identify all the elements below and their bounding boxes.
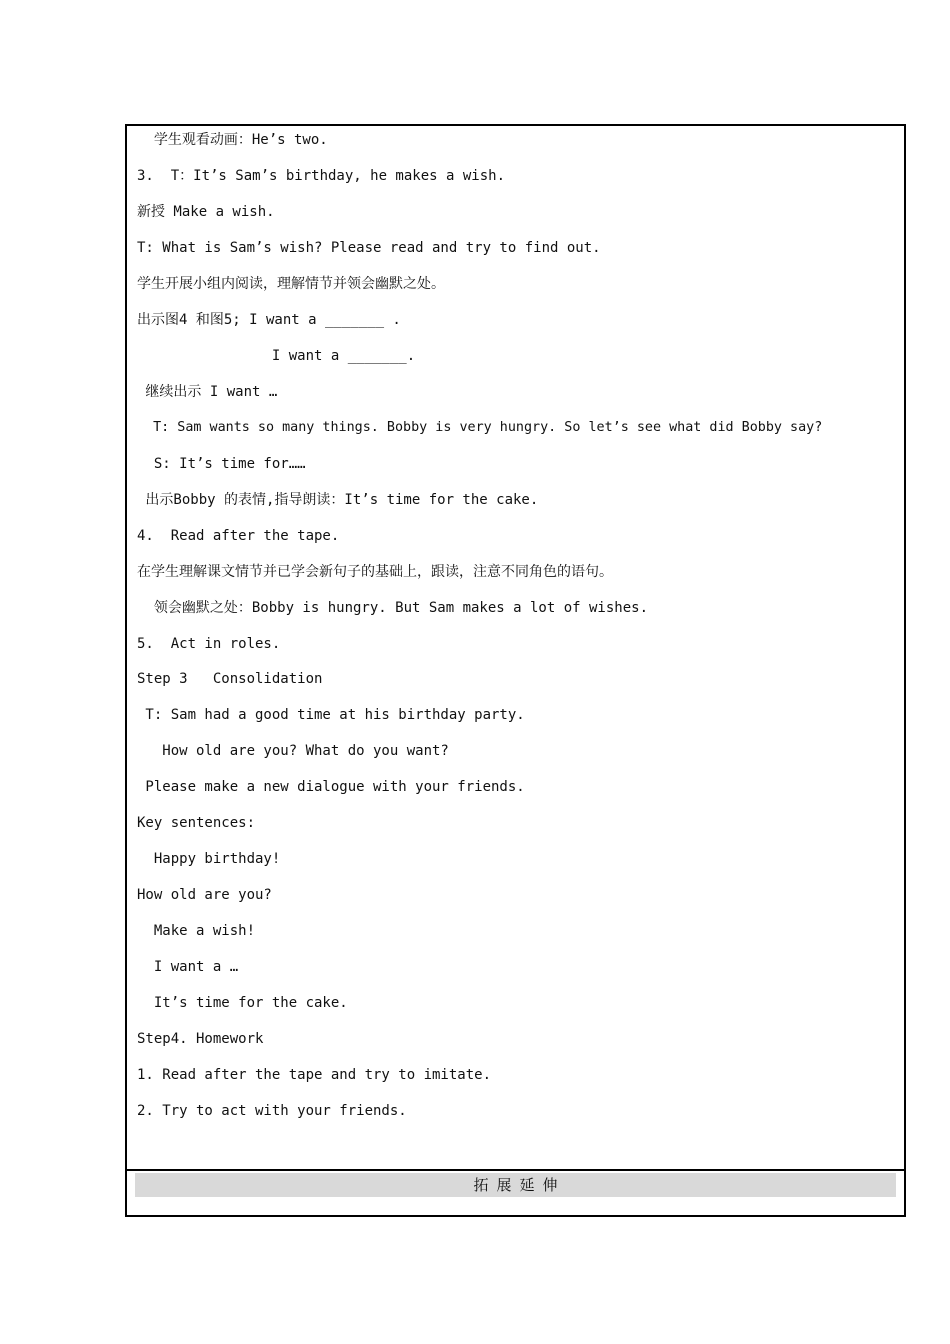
text-line: T: Sam had a good time at his birthday party. — [137, 707, 525, 723]
step-heading: Step 3 Consolidation — [137, 671, 323, 687]
extension-cell — [127, 1171, 904, 1215]
text-line: 领会幽默之处：Bobby is hungry. But Sam makes a lot of wishes. — [137, 600, 649, 616]
text-line: 2. Try to act with your friends. — [137, 1103, 407, 1119]
text-line: 1. Read after the tape and try to imitate. — [137, 1067, 492, 1083]
text-line: Happy birthday! — [137, 851, 281, 867]
text-line: How old are you? What do you want? — [137, 743, 449, 759]
lesson-plan-table — [125, 124, 906, 1217]
step-heading: Step4. Homework — [137, 1031, 264, 1047]
text-line: 学生开展小组内阅读，理解情节并领会幽默之处。 — [137, 276, 445, 292]
text-line: 3. T：It’s Sam’s birthday, he makes a wish. — [137, 168, 506, 184]
teaching-process-cell — [127, 126, 904, 1171]
text-line: 出示Bobby 的表情,指导朗读：It’s time for the cake. — [137, 492, 539, 508]
text-line: Please make a new dialogue with your friends. — [137, 779, 525, 795]
text-line: How old are you? — [137, 887, 272, 903]
text-line: T: Sam wants so many things. Bobby is very hungry. So let’s see what did Bobby say? — [137, 420, 823, 435]
extension-heading: 拓展延伸 — [473, 1176, 566, 1194]
text-line: Make a wish! — [137, 923, 256, 939]
text-line: 学生观看动画：He’s two. — [137, 132, 328, 148]
text-line: It’s time for the cake. — [137, 995, 348, 1011]
text-line: 在学生理解课文情节并已学会新句子的基础上，跟读，注意不同角色的语句。 — [137, 564, 613, 580]
text-line: I want a … — [137, 959, 239, 975]
text-line: 新授 Make a wish. — [137, 204, 275, 220]
text-line: Key sentences: — [137, 815, 256, 831]
text-line: I want a _______. — [137, 348, 416, 364]
text-line: 4. Read after the tape. — [137, 528, 340, 544]
text-line: 继续出示 I want … — [137, 384, 278, 400]
text-line: 5. Act in roles. — [137, 636, 281, 652]
text-line: S: It’s time for…… — [137, 456, 306, 472]
text-line: 出示图4 和图5; I want a _______ . — [137, 312, 401, 328]
text-line: T: What is Sam’s wish? Please read and try to find out. — [137, 240, 601, 256]
